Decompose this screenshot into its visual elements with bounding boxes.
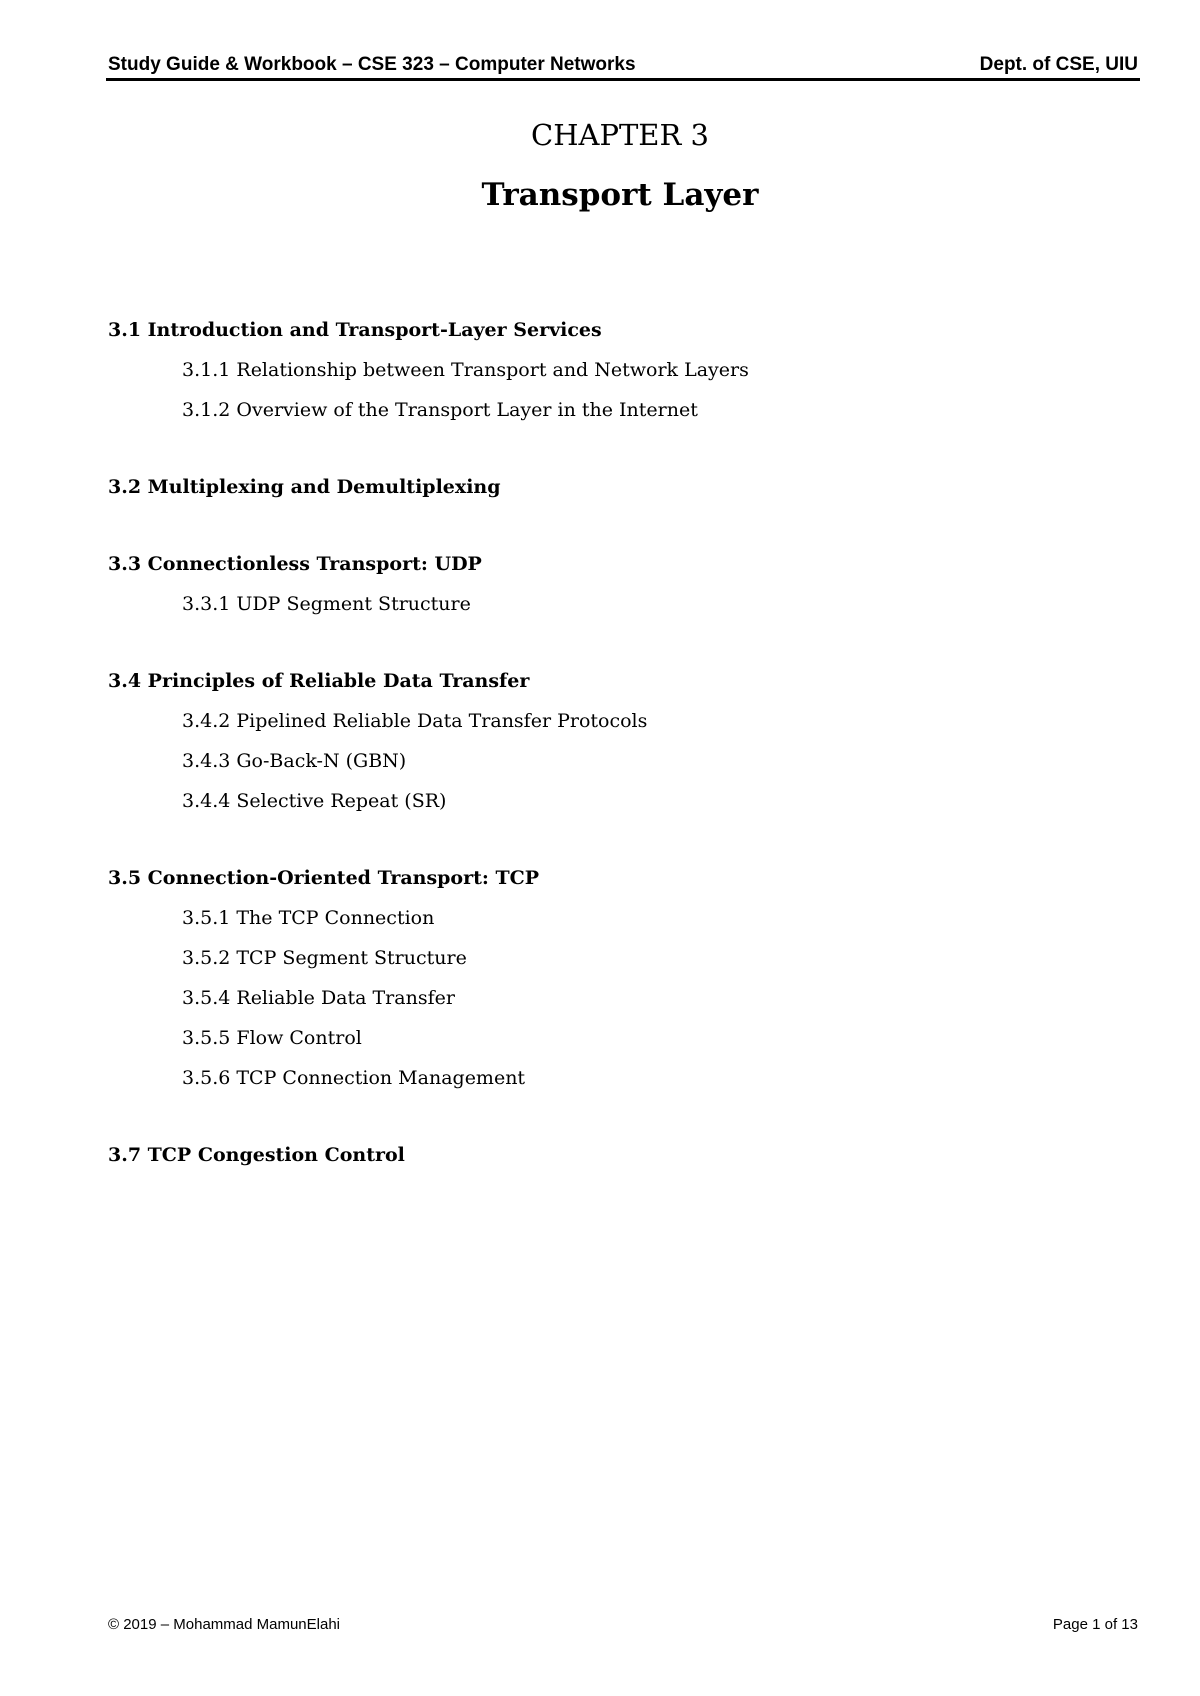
chapter-number: CHAPTER 3 bbox=[531, 118, 709, 152]
subsection-item: 3.1.1 Relationship between Transport and Network Layers bbox=[182, 359, 749, 381]
section-heading: 3.4 Principles of Reliable Data Transfer bbox=[108, 670, 530, 692]
toc-section bbox=[108, 661, 1108, 821]
section-heading: 3.1 Introduction and Transport-Layer Services bbox=[108, 319, 602, 341]
toc-section bbox=[108, 310, 1108, 430]
subsection-item: 3.4.3 Go-Back-N (GBN) bbox=[182, 750, 407, 772]
toc-section bbox=[108, 544, 1108, 624]
toc-section bbox=[108, 467, 1108, 507]
section-heading: 3.7 TCP Congestion Control bbox=[108, 1144, 405, 1166]
subsection-item: 3.5.1 The TCP Connection bbox=[182, 907, 435, 929]
toc-section bbox=[108, 858, 1108, 1098]
subsection-item: 3.1.2 Overview of the Transport Layer in the Internet bbox=[182, 399, 698, 421]
footer-copyright: © 2019 – Mohammad MamunElahi bbox=[108, 1616, 341, 1633]
header-department: Dept. of CSE, UIU bbox=[979, 54, 1138, 75]
section-heading: 3.3 Connectionless Transport: UDP bbox=[108, 553, 482, 575]
table-of-contents bbox=[108, 310, 1108, 1212]
page-header bbox=[108, 46, 1138, 76]
subsection-item: 3.3.1 UDP Segment Structure bbox=[182, 593, 471, 615]
subsection-item: 3.5.6 TCP Connection Management bbox=[182, 1067, 526, 1089]
header-course-title: Study Guide & Workbook – CSE 323 – Computer Networks bbox=[108, 54, 636, 75]
section-heading: 3.2 Multiplexing and Demultiplexing bbox=[108, 476, 501, 498]
header-divider bbox=[106, 78, 1140, 81]
subsection-item: 3.4.2 Pipelined Reliable Data Transfer Protocols bbox=[182, 710, 648, 732]
page-footer bbox=[108, 1616, 1138, 1633]
subsection-item: 3.5.4 Reliable Data Transfer bbox=[182, 987, 455, 1009]
chapter-title: Transport Layer bbox=[481, 177, 759, 213]
subsection-item: 3.5.2 TCP Segment Structure bbox=[182, 947, 467, 969]
toc-section bbox=[108, 1135, 1108, 1175]
footer-page-number: Page 1 of 13 bbox=[1052, 1616, 1138, 1633]
subsection-item: 3.4.4 Selective Repeat (SR) bbox=[182, 790, 447, 812]
subsection-item: 3.5.5 Flow Control bbox=[182, 1027, 362, 1049]
section-heading: 3.5 Connection-Oriented Transport: TCP bbox=[108, 867, 540, 889]
